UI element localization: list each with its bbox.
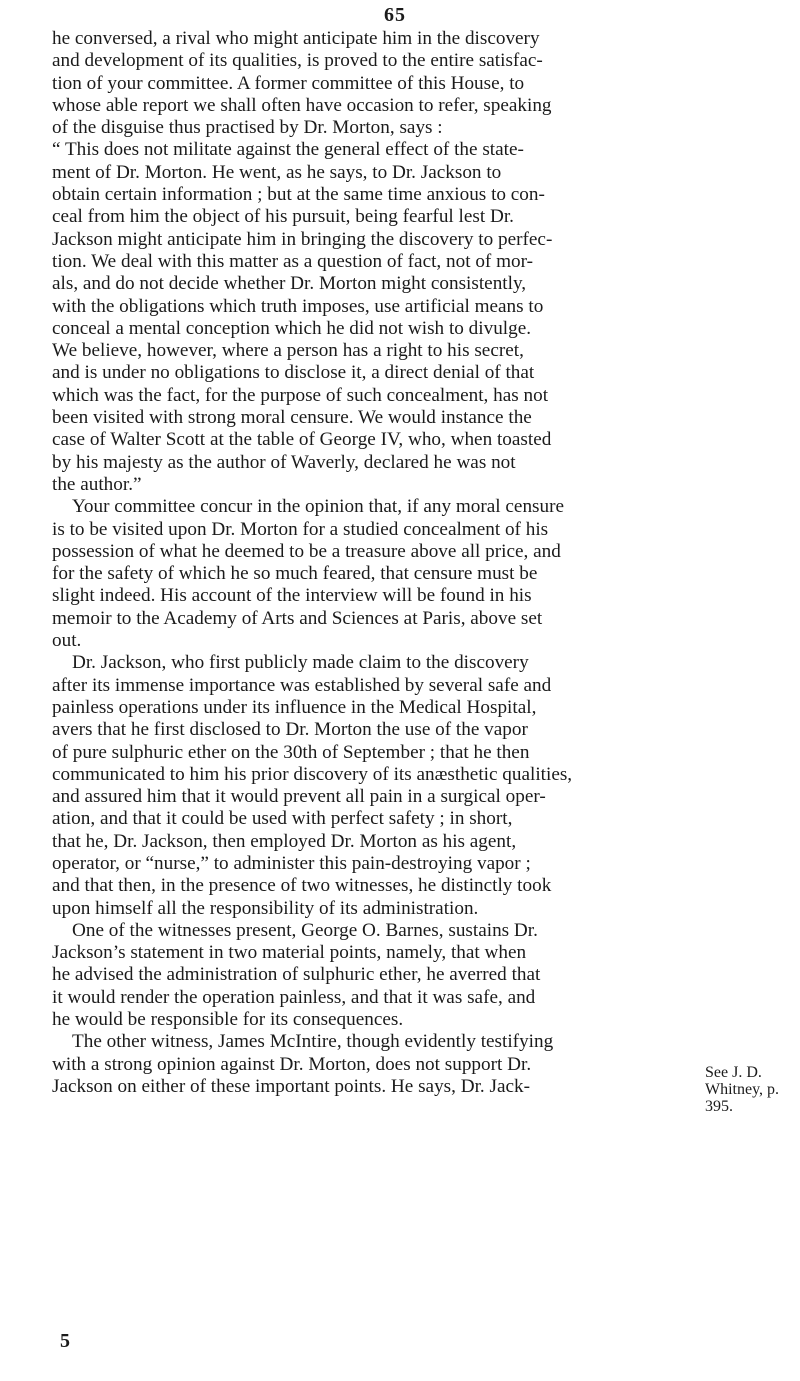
text-line: ation, and that it could be used with perfect safety ; in short,: [52, 808, 513, 830]
text-line: that he, Dr. Jackson, then employed Dr. Morton as his agent,: [52, 830, 517, 852]
text-line: als, and do not decide whether Dr. Morton might consistently,: [52, 273, 527, 295]
text-line: is to be visited upon Dr. Morton for a studied concealment of his: [52, 518, 549, 540]
signature-mark: 5: [60, 1330, 70, 1352]
text-line: slight indeed. His account of the interview will be found in his: [52, 585, 532, 607]
text-line: Dr. Jackson, who first publicly made claim to the discovery: [72, 652, 529, 674]
text-line: by his majesty as the author of Waverly, declared he was not: [52, 451, 516, 473]
text-line: and development of its qualities, is proved to the entire satisfac-: [52, 50, 543, 72]
text-line: it would render the operation painless, and that it was safe, and: [52, 986, 536, 1008]
text-line: We believe, however, where a person has a right to his secret,: [52, 340, 524, 362]
margin-note-line: See J. D.: [705, 1064, 762, 1081]
text-line: for the safety of which he so much feared, that censure must be: [52, 563, 538, 585]
text-line: tion. We deal with this matter as a question of fact, not of mor-: [52, 250, 534, 272]
text-line: “ This does not militate against the general effect of the state-: [52, 139, 524, 161]
text-line: and that then, in the presence of two witnesses, he distinctly took: [52, 875, 552, 897]
text-line: operator, or “nurse,” to administer this pain-destroying vapor ;: [52, 852, 531, 874]
text-line: of the disguise thus practised by Dr. Morton, says :: [52, 117, 443, 139]
text-line: The other witness, James McIntire, though evidently testifying: [72, 1031, 554, 1053]
text-line: Jackson’s statement in two material points, namely, that when: [52, 942, 527, 964]
margin-note: [705, 1065, 797, 1116]
text-line: with a strong opinion against Dr. Morton, does not support Dr.: [52, 1053, 532, 1075]
text-line: he conversed, a rival who might anticipate him in the discovery: [52, 28, 540, 49]
text-line: of pure sulphuric ether on the 30th of September ; that he then: [52, 741, 530, 763]
text-line: ceal from him the object of his pursuit, being fearful lest Dr.: [52, 206, 514, 228]
text-line: conceal a mental conception which he did not wish to divulge.: [52, 317, 532, 339]
text-line: Jackson on either of these important points. He says, Dr. Jack-: [52, 1075, 530, 1097]
text-line: upon himself all the responsibility of its administration.: [52, 897, 479, 919]
text-line: One of the witnesses present, George O. Barnes, sustains Dr.: [72, 919, 538, 941]
margin-note-line: 395.: [705, 1098, 733, 1115]
text-line: tion of your committee. A former committee of this House, to: [52, 72, 525, 94]
text-line: he would be responsible for its consequences.: [52, 1009, 404, 1031]
text-line: and is under no obligations to disclose it, a direct denial of that: [52, 362, 535, 384]
text-line: he advised the administration of sulphuric ether, he averred that: [52, 964, 541, 986]
page-number: 65: [384, 4, 406, 26]
text-line: been visited with strong moral censure. We would instance the: [52, 407, 532, 429]
margin-note-line: Whitney, p.: [705, 1081, 780, 1098]
text-line: after its immense importance was established by several safe and: [52, 674, 552, 696]
text-line: ment of Dr. Morton. He went, as he says, to Dr. Jackson to: [52, 161, 502, 183]
text-line: and assured him that it would prevent all pain in a surgical oper-: [52, 786, 546, 808]
text-line: which was the fact, for the purpose of such concealment, has not: [52, 384, 549, 406]
text-line: painless operations under its influence in the Medical Hospital,: [52, 696, 537, 718]
text-line: memoir to the Academy of Arts and Sciences at Paris, above set: [52, 607, 543, 629]
body-text: [52, 28, 752, 1098]
text-line: communicated to him his prior discovery of its anæsthetic qualities,: [52, 763, 573, 785]
text-line: Jackson might anticipate him in bringing the discovery to perfec-: [52, 228, 553, 250]
text-line: whose able report we shall often have occasion to refer, speaking: [52, 94, 552, 116]
text-line: with the obligations which truth imposes, use artificial means to: [52, 295, 544, 317]
text-line: Your committee concur in the opinion that, if any moral censure: [72, 496, 565, 518]
text-line: the author.”: [52, 473, 142, 495]
text-line: avers that he first disclosed to Dr. Morton the use of the vapor: [52, 719, 528, 741]
text-line: obtain certain information ; but at the same time anxious to con-: [52, 184, 545, 206]
text-line: possession of what he deemed to be a treasure above all price, and: [52, 540, 561, 562]
text-line: case of Walter Scott at the table of George IV, who, when toasted: [52, 429, 552, 451]
text-line: out.: [52, 630, 82, 652]
